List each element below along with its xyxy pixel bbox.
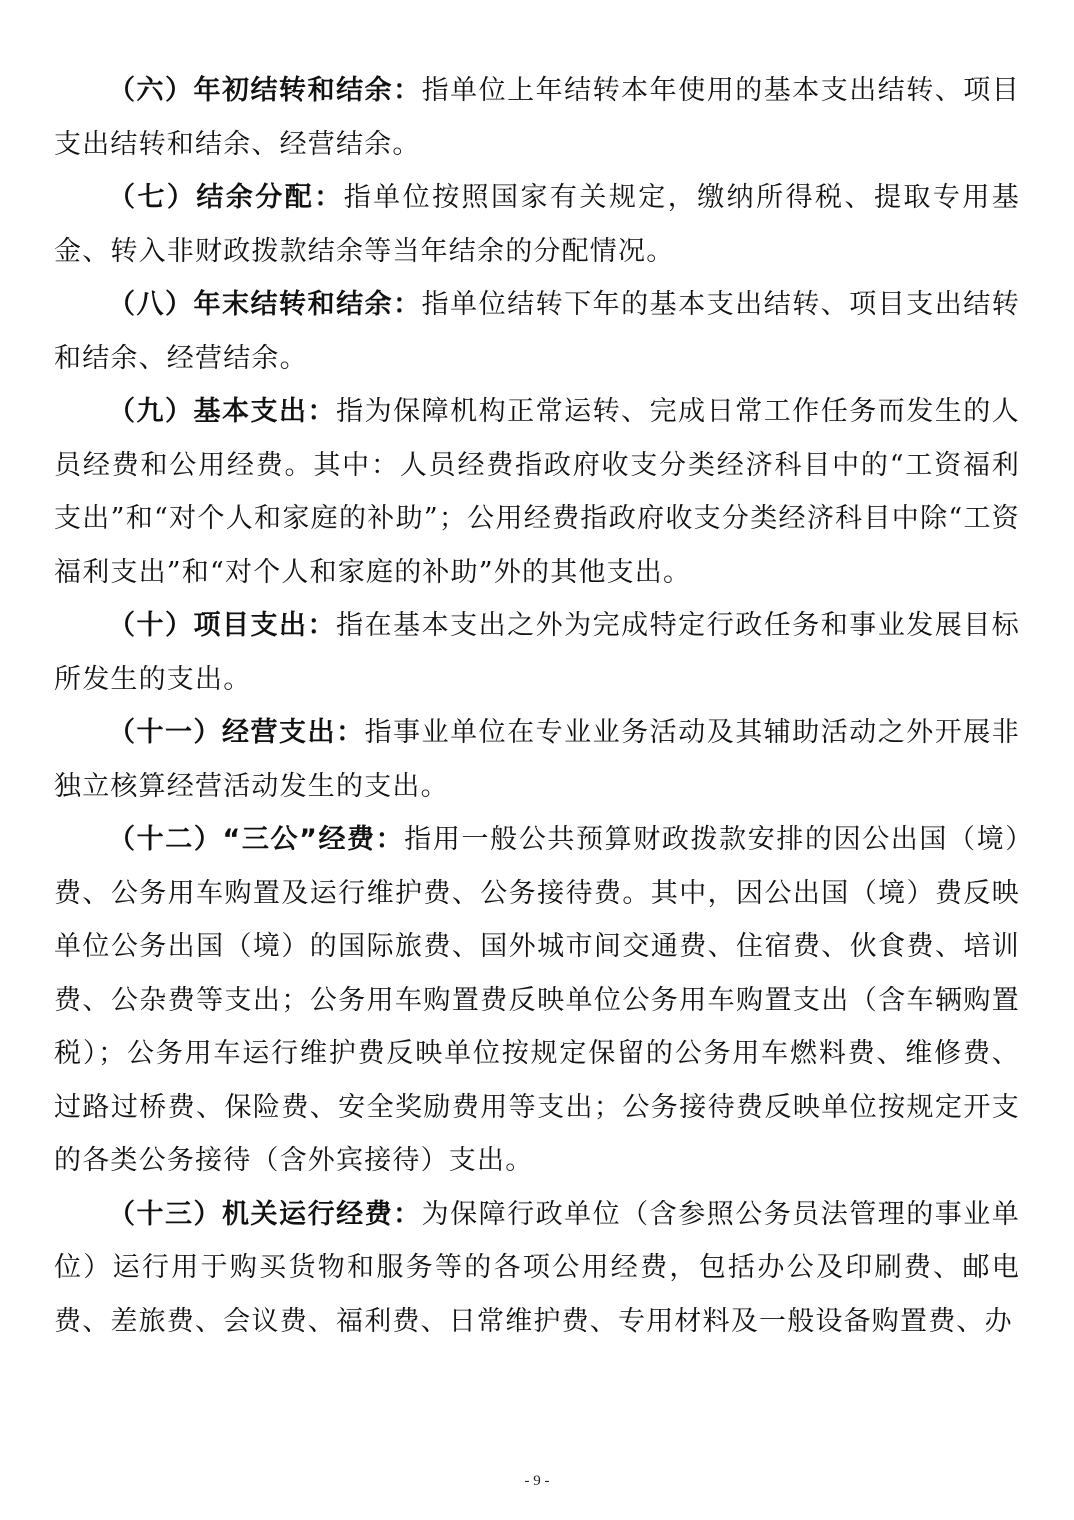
paragraph-13 [54,1188,1020,1349]
paragraph-11 [54,706,1020,813]
document-body [54,64,1020,1348]
term-definition: 指事业单位在专业业务活动及其辅助活动之外开展非独立核算经营活动发生的支出。 [54,717,1020,802]
paragraph-6 [54,64,1020,171]
term-definition: 指在基本支出之外为完成特定行政任务和事业发展目标所发生的支出。 [54,610,1020,695]
page-number: - 9 - [524,1473,550,1489]
term-heading: （十）项目支出： [108,610,337,641]
term-definition: 指为保障机构正常运转、完成日常工作任务而发生的人员经费和公用经费。其中：人员经费指政府收支分类经济科目中的“工资福利支出”和“对个人和家庭的补助”；公用经费指政府收支分类经济科目中除“工资福利支出”和“对个人和家庭的补助”外的其他支出。 [54,396,1020,588]
term-heading: （九）基本支出： [108,396,337,427]
paragraph-7 [54,171,1020,278]
term-definition: 为保障行政单位（含参照公务员法管理的事业单位）运行用于购买货物和服务等的各项公用经费，包括办公及印刷费、邮电费、差旅费、会议费、福利费、日常维护费、专用材料及一般设备购置费、办 [54,1198,1020,1337]
term-heading: （八）年末结转和结余： [108,289,422,320]
term-heading: （十三）机关运行经费： [108,1198,422,1230]
term-definition: 指用一般公共预算财政拨款安排的因公出国（境）费、公务用车购置及运行维护费、公务接待费。其中，因公出国（境）费反映单位公务出国（境）的国际旅费、国外城市间交通费、住宿费、伙食费、培训费、公杂费等支出；公务用车购置费反映单位公务用车购置支出（含车辆购置税）；公务用车运行维护费反映单位按规定保留的公务用车燃料费、维修费、过路过桥费、保险费、安全奖励费用等支出；公务接待费反映单位按规定开支的各类公务接待（含外宾接待）支出。 [54,824,1020,1176]
term-heading: （七）结余分配： [108,182,344,213]
term-definition: 指单位上年结转本年使用的基本支出结转、项目支出结转和结余、经营结余。 [54,75,1020,160]
paragraph-8 [54,278,1020,385]
term-heading: （十二）“三公”经费： [108,824,405,855]
paragraph-9 [54,385,1020,599]
paragraph-10 [54,599,1020,706]
term-definition: 指单位结转下年的基本支出结转、项目支出结转和结余、经营结余。 [54,289,1020,374]
term-heading: （六）年初结转和结余： [108,75,422,106]
term-heading: （十一）经营支出： [108,717,365,748]
paragraph-12 [54,813,1020,1188]
term-definition: 指单位按照国家有关规定，缴纳所得税、提取专用基金、转入非财政拨款结余等当年结余的分配情况。 [54,182,1020,267]
